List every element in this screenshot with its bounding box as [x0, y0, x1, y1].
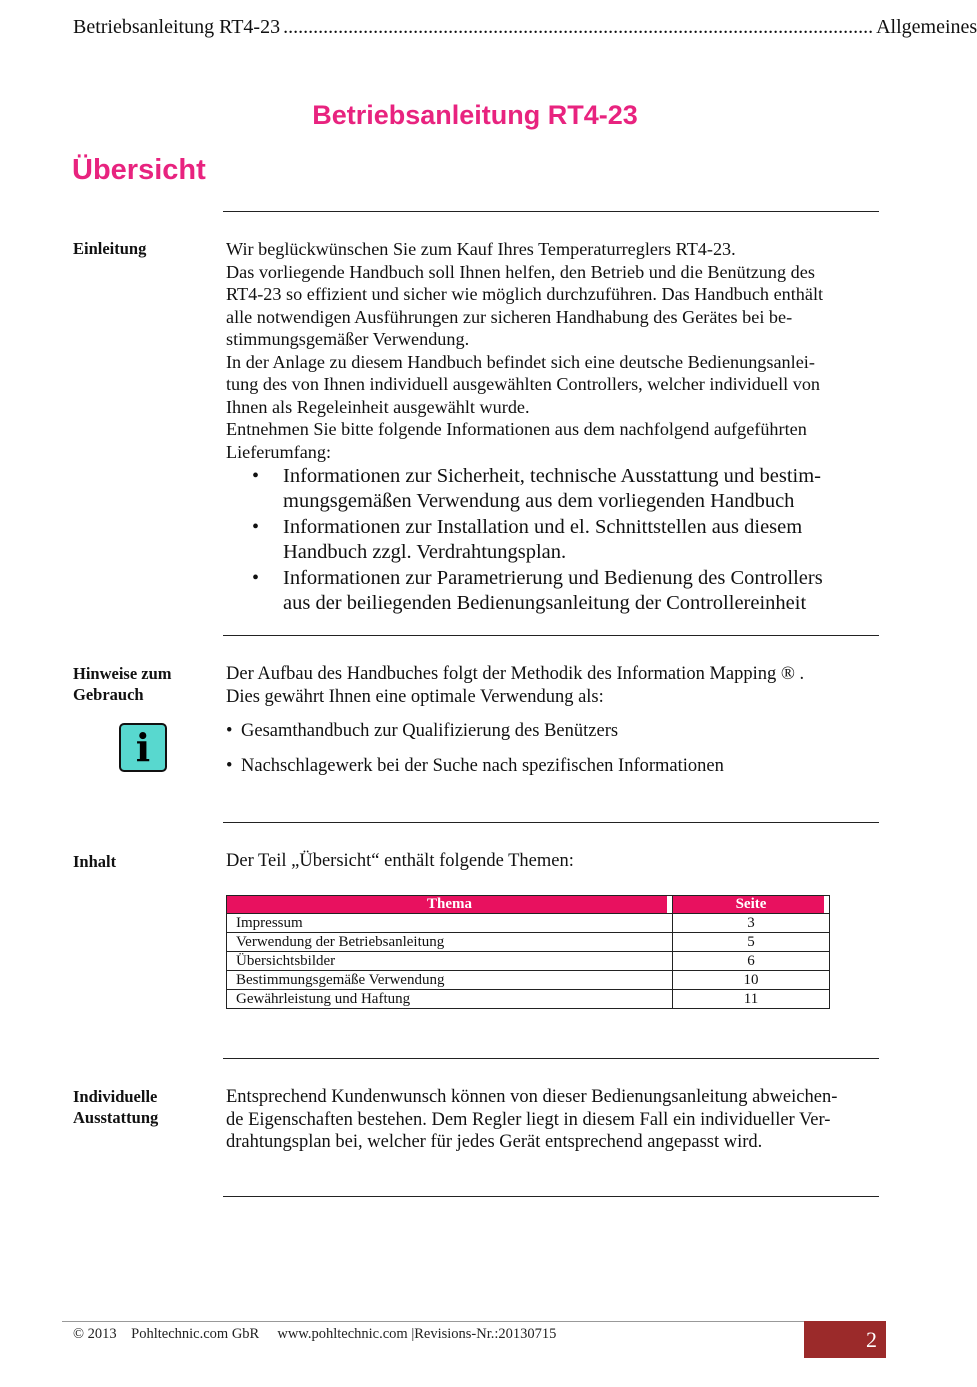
hinweise-label — [73, 663, 213, 705]
ausstattung-label-line: Ausstattung — [73, 1108, 159, 1127]
list-item — [252, 515, 872, 564]
hinweise-label-line: Gebrauch — [73, 685, 144, 704]
hinweise-text — [226, 663, 876, 708]
list-item-line: mungsgemäßen Verwendung aus dem vorliegenden Handbuch — [283, 489, 795, 512]
einleitung-line: RT4-23 so effizient und sicher wie möglich durchzuführen. Das Handbuch enthält — [226, 284, 824, 304]
list-item-line: Informationen zur Installation und el. Schnittstellen aus diesem — [283, 516, 803, 538]
hinweise-label-line: Hinweise zum — [73, 664, 172, 683]
table-cell-topic: Impressum — [227, 914, 673, 933]
table-cell-topic: Bestimmungsgemäße Verwendung — [227, 971, 673, 990]
bullet-icon: • — [252, 465, 260, 487]
bullet-icon: • — [226, 721, 233, 741]
table-row — [227, 933, 830, 952]
bullet-icon: • — [252, 516, 260, 538]
einleitung-line: tung des von Ihnen individuell ausgewählten Controllers, welcher individuell von — [226, 374, 821, 394]
info-icon-glyph: i — [135, 724, 151, 770]
ausstattung-line: Entsprechend Kundenwunsch können von dieser Bedienungsanleitung abweichen- — [226, 1087, 838, 1107]
column-header-thema: Thema — [227, 896, 673, 914]
table-row — [227, 914, 830, 933]
footer-revision: |Revisions-Nr.:20130715 — [411, 1326, 557, 1342]
einleitung-line: In der Anlage zu diesem Handbuch befindet sich eine deutsche Bedienungsanlei- — [226, 351, 815, 372]
table-cell-page: 3 — [673, 914, 830, 933]
table-row — [227, 952, 830, 971]
running-header-left: Betriebsanleitung RT4-23 — [73, 16, 281, 38]
einleitung-line: Lieferumfang: — [226, 441, 332, 462]
einleitung-line: Das vorliegende Handbuch soll Ihnen helfen, den Betrieb und die Benützung des — [226, 261, 815, 282]
table-cell-page: 5 — [673, 933, 830, 952]
divider — [223, 635, 879, 636]
list-item-line: aus der beiliegenden Bedienungsanleitung der Controllereinheit — [283, 591, 807, 614]
table-cell-topic: Übersichtsbilder — [227, 952, 673, 971]
einleitung-bullet-list — [252, 464, 872, 617]
hinweise-line: Dies gewährt Ihnen eine optimale Verwendung als: — [226, 686, 604, 707]
footer-website: www.pohltechnic.com — [277, 1326, 408, 1342]
bullet-icon: • — [252, 567, 260, 589]
hinweise-list — [226, 720, 876, 790]
einleitung-line: Ihnen als Regeleinheit ausgewählt wurde. — [226, 396, 530, 417]
table-cell-page: 11 — [673, 990, 830, 1009]
list-item-text: Nachschlagewerk bei der Suche nach spezifischen Informationen — [241, 756, 724, 776]
list-item — [252, 464, 872, 513]
table-cell-page: 10 — [673, 971, 830, 990]
running-header-dots: ...................................................................................................................... — [283, 16, 874, 38]
footer-divider — [62, 1321, 804, 1322]
list-item-text: Gesamthandbuch zur Qualifizierung des Benützers — [241, 721, 619, 741]
ausstattung-line: de Eigenschaften bestehen. Dem Regler liegt in diesem Fall ein individueller Ver- — [226, 1109, 831, 1130]
document-title-text: Betriebsanleitung RT4-23 — [312, 100, 638, 130]
contents-table — [226, 895, 830, 1009]
table-cell-page: 6 — [673, 952, 830, 971]
list-item — [226, 720, 876, 742]
table-cell-topic: Verwendung der Betriebsanleitung — [227, 933, 673, 952]
inhalt-intro: Der Teil „Übersicht“ enthält folgende Themen: — [226, 851, 574, 871]
list-item — [226, 755, 876, 777]
section-title: Übersicht — [72, 154, 206, 186]
column-header-seite: Seite — [673, 896, 830, 914]
page-number: 2 — [804, 1321, 886, 1358]
inhalt-label: Inhalt — [73, 852, 117, 871]
ausstattung-label-line: Individuelle — [73, 1087, 158, 1106]
list-item-line: Handbuch zzgl. Verdrahtungsplan. — [283, 540, 567, 563]
footer — [73, 1326, 556, 1343]
table-cell-topic: Gewährleistung und Haftung — [227, 990, 673, 1009]
ausstattung-text — [226, 1086, 876, 1154]
divider — [223, 822, 879, 823]
einleitung-label: Einleitung — [73, 239, 147, 258]
einleitung-line: stimmungsgemäßer Verwendung. — [226, 329, 470, 349]
running-header — [73, 14, 977, 40]
divider — [223, 211, 879, 212]
running-header-right: Allgemeines — [876, 16, 977, 38]
table-header-row — [227, 896, 830, 914]
divider — [223, 1196, 879, 1197]
list-item-line: Informationen zur Parametrierung und Bedienung des Controllers — [283, 567, 823, 589]
ausstattung-line: drahtungsplan bei, welcher für jedes Gerät entsprechend angepasst wird. — [226, 1132, 763, 1152]
footer-company: Pohltechnic.com GbR — [131, 1326, 260, 1342]
hinweise-line: Der Aufbau des Handbuches folgt der Methodik des Information Mapping ® . — [226, 664, 805, 684]
table-row — [227, 990, 830, 1009]
table-row — [227, 971, 830, 990]
bullet-icon: • — [226, 756, 233, 776]
document-title — [0, 100, 950, 131]
einleitung-line: alle notwendigen Ausführungen zur sicheren Handhabung des Gerätes bei be- — [226, 306, 793, 327]
list-item-line: Informationen zur Sicherheit, technische Ausstattung und bestim- — [283, 465, 821, 487]
list-item — [252, 566, 872, 615]
footer-copyright: © 2013 — [73, 1326, 117, 1342]
einleitung-line: Entnehmen Sie bitte folgende Informationen aus dem nachfolgend aufgeführten — [226, 419, 807, 439]
info-icon — [119, 723, 167, 772]
einleitung-text — [226, 238, 876, 463]
divider — [223, 1058, 879, 1059]
ausstattung-label — [73, 1086, 213, 1128]
einleitung-line: Wir beglückwünschen Sie zum Kauf Ihres Temperaturreglers RT4-23. — [226, 239, 736, 259]
